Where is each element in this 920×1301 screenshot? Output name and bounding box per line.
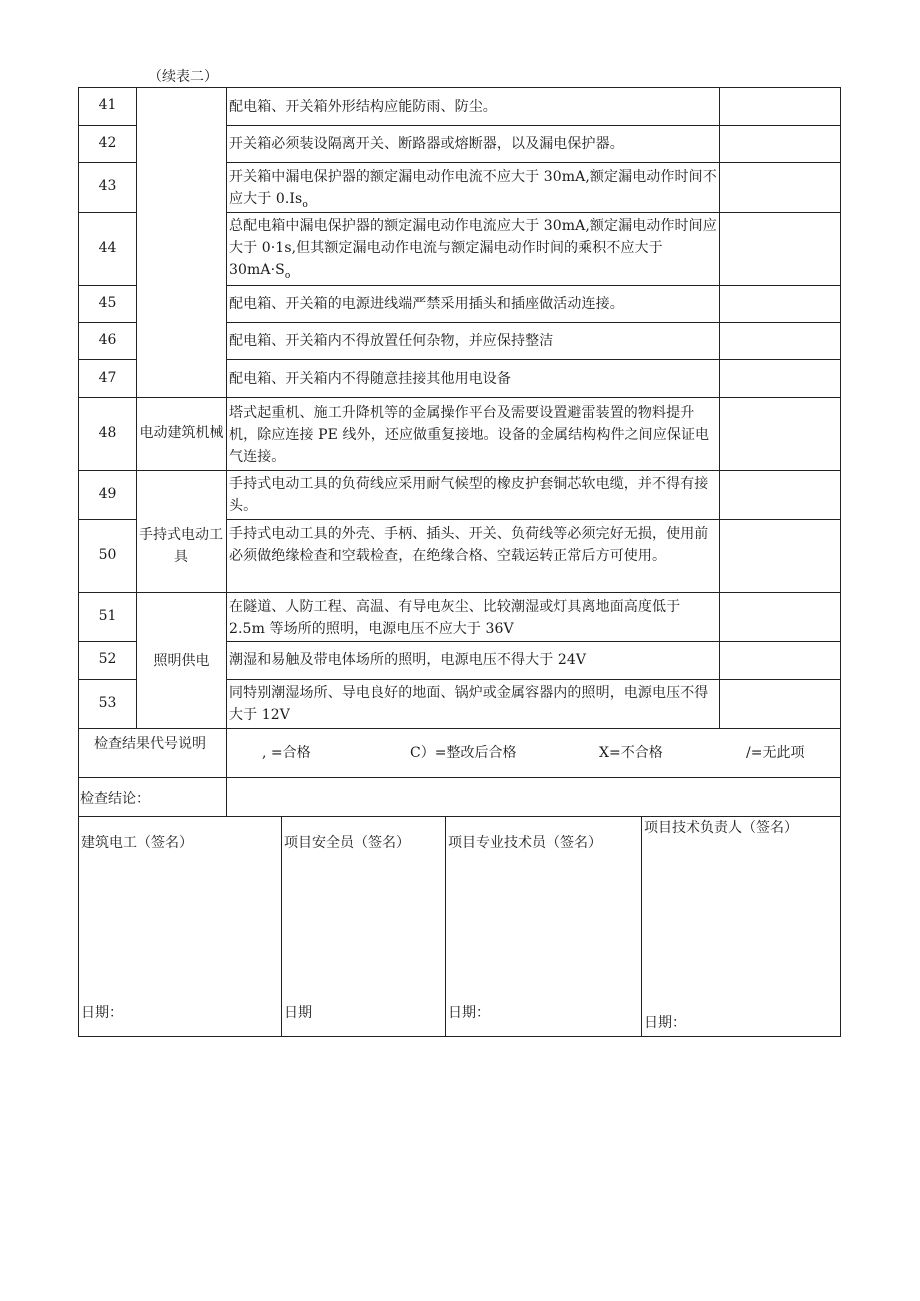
conclusion-label: 检查结论： xyxy=(80,791,150,807)
row-number: 44 xyxy=(98,240,117,256)
legend-fail: X=不合格 xyxy=(599,745,663,761)
item-text: 配电箱、开关箱内不得放置任何杂物，并应保持整洁 xyxy=(229,333,554,349)
row-number: 50 xyxy=(98,547,117,563)
item-text: 配电箱、开关箱外形结构应能防雨、防尘。 xyxy=(229,99,497,115)
legend-fixed: C）=整改后合格 xyxy=(410,745,517,761)
signature-date: 日期： xyxy=(81,1005,123,1021)
row-number: 42 xyxy=(98,135,117,151)
item-text: 手持式电动工具的外壳、手柄、插头、开关、负荷线等必须完好无损，使用前必须做绝缘检查和空载检查，在绝缘合格、空载运转正常后方可使用。 xyxy=(229,526,709,564)
item-text: 配电箱、开关箱内不得随意挂接其他用电设备 xyxy=(229,371,511,387)
item-text: 总配电箱中漏电保护器的额定漏电动作电流应大于 30mA,额定漏电动作时间应大于 0·1s,但其额定漏电动作电流与额定漏电动作时间的乘积不应大于 $30mA\cdot S_o$ xyxy=(229,218,717,281)
item-text: 配电箱、开关箱的电源进线端严禁采用插头和插座做活动连接。 xyxy=(229,296,624,312)
signature-date: 日期 xyxy=(284,1005,312,1021)
row-number: 53 xyxy=(98,695,117,711)
category-electric-machinery: 电动建筑机械 xyxy=(139,425,224,441)
category-handheld-tools: 手持式电动工具 xyxy=(139,527,223,565)
row-number: 43 xyxy=(98,178,117,194)
row-number: 46 xyxy=(98,332,117,348)
item-text: 开关箱必须装设隔离开关、断路器或熔断器，以及漏电保护器。 xyxy=(229,136,624,152)
legend-na: /=无此项 xyxy=(746,745,805,761)
item-text: 同特别潮湿场所、导电良好的地面、锅炉或金属容器内的照明，电源电压不得大于 12V xyxy=(229,685,709,723)
row-number: 47 xyxy=(98,370,117,386)
legend-label: 检查结果代号说明 xyxy=(94,736,206,752)
item-text: 手持式电动工具的负荷线应采用耐气候型的橡皮护套铜芯软电缆，并不得有接头。 xyxy=(229,476,709,514)
item-text: 在隧道、人防工程、高温、有导电灰尘、比较潮湿或灯具离地面高度低于 2.5m 等场所的照明，电源电压不应大于 36V xyxy=(229,599,681,637)
item-text: 潮湿和易触及带电体场所的照明，电源电压不得大于 24V xyxy=(229,652,587,668)
conclusion-field[interactable] xyxy=(230,782,835,810)
row-number: 48 xyxy=(98,425,117,441)
signature-title: 建筑电工（签名） xyxy=(81,835,193,851)
signature-date: 日期： xyxy=(448,1005,490,1021)
row-number: 49 xyxy=(98,486,117,502)
legend-pass: , =合格 xyxy=(262,745,311,761)
item-text: 塔式起重机、施工升降机等的金属操作平台及需要设置避雷装置的物料提升机，除应连接 PE 线外，还应做重复接地。设备的金属结构构件之间应保证电气连接。 xyxy=(229,405,710,465)
category-lighting-supply: 照明供电 xyxy=(153,653,210,669)
signature-title: 项目安全员（签名） xyxy=(284,835,410,851)
signature-title: 项目技术负责人（签名） xyxy=(644,820,798,836)
table-caption: （续表二） xyxy=(148,69,218,85)
row-number: 51 xyxy=(98,608,117,624)
item-text: 开关箱中漏电保护器的额定漏电动作电流不应大于 30mA,额定漏电动作时间不应大于 $0.Is_o$ xyxy=(229,169,717,210)
row-number: 41 xyxy=(98,97,117,113)
row-number: 45 xyxy=(98,295,117,311)
row-number: 52 xyxy=(98,651,117,667)
signature-date: 日期： xyxy=(644,1015,686,1031)
signature-title: 项目专业技术员（签名） xyxy=(448,835,602,851)
